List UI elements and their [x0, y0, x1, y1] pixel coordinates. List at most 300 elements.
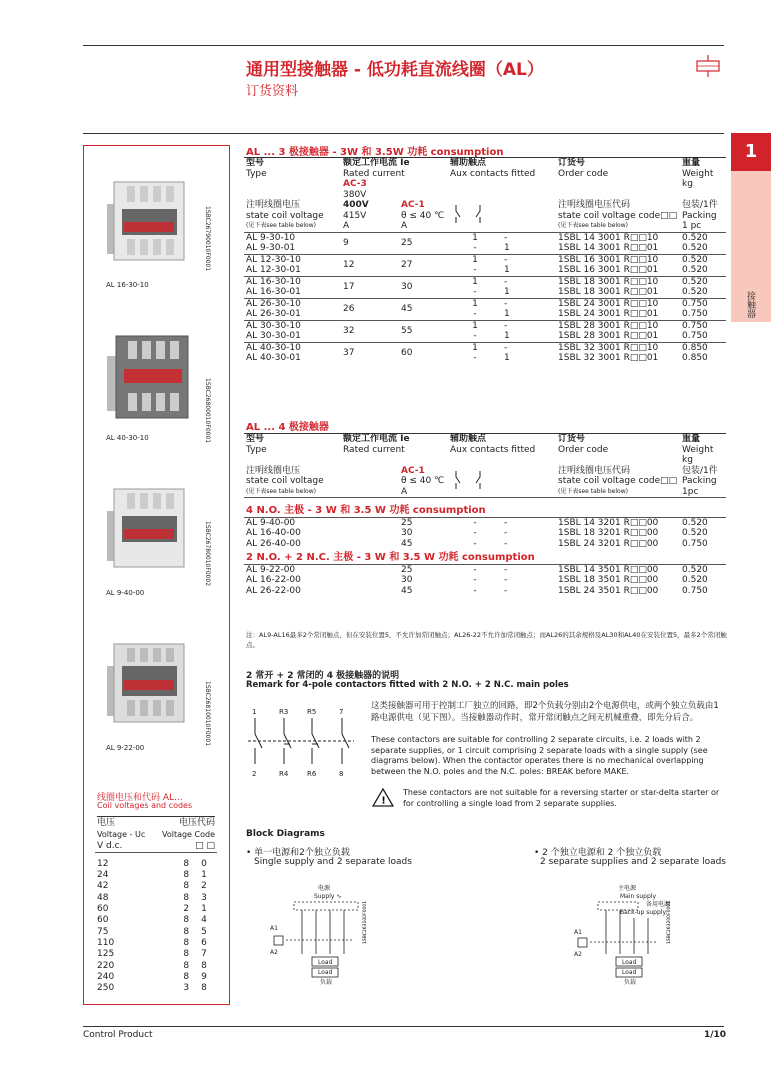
cell: AL 9-40-00 — [246, 517, 296, 528]
cell: 0.750 — [682, 331, 708, 341]
hdr4-pack-unit: 1pc — [682, 486, 699, 497]
cell: 1SBL 18 3001 R□□01 — [558, 287, 659, 297]
coil-row — [95, 927, 217, 938]
cell: - — [473, 309, 477, 319]
term-r6: R6 — [307, 770, 317, 778]
hdr-coil-cn: 注明线圈电压 — [246, 200, 301, 210]
hdr-type-en: Type — [246, 168, 267, 179]
cell: - — [473, 517, 477, 528]
cell: 60 — [401, 347, 413, 358]
cell: 60 — [97, 904, 109, 915]
table-row — [244, 575, 726, 586]
coil-row — [95, 961, 217, 972]
hdr4-pack-cn: 包装/1件 — [682, 465, 718, 476]
cell: 1 — [504, 287, 510, 297]
cell: 0.520 — [682, 232, 708, 243]
cell: - — [504, 564, 508, 575]
hdr-415v: 415V — [343, 210, 367, 221]
coil-row — [95, 915, 217, 926]
cell: AL 26-40-00 — [246, 538, 301, 549]
table-row — [244, 539, 726, 550]
cell: - — [504, 298, 508, 309]
hdr4-weight-en: Weight — [682, 444, 714, 455]
cell: 1SBL 14 3001 R□□01 — [558, 243, 659, 253]
cell: AL 26-30-01 — [246, 309, 301, 319]
cell: 0.520 — [682, 528, 708, 538]
term-8: 8 — [339, 770, 344, 778]
cell: 240 — [97, 971, 115, 982]
cell: AL 9-30-01 — [246, 243, 296, 253]
cell: 8 — [183, 892, 190, 903]
hdr-coilcode-en: state coil voltage code□□ — [558, 210, 678, 221]
hdr-coil-en: state coil voltage — [246, 210, 324, 221]
section-4no: 4 N.O. 主极 - 3 W 和 3.5 W 功耗 consumption — [246, 505, 486, 516]
cell: 8 — [183, 870, 190, 881]
cell: - — [473, 585, 477, 596]
hdr-aux-cn: 辅助触点 — [450, 158, 487, 168]
product-image-al40 — [102, 331, 202, 426]
hdr4-coil-en: state coil voltage — [246, 476, 324, 486]
footer-left: Control Product — [83, 1030, 153, 1040]
cell: 1SBL 14 3501 R□□00 — [558, 564, 659, 575]
cell: AL 16-40-00 — [246, 528, 301, 538]
cell: 1 — [504, 331, 510, 341]
coil-row — [95, 972, 217, 983]
cell: - — [473, 564, 477, 575]
cell: 0.520 — [682, 243, 708, 253]
cell: 1SBL 16 3001 R□□10 — [558, 254, 659, 265]
table-row — [244, 342, 726, 353]
cell: 8 — [183, 960, 190, 971]
svg-text:!: ! — [381, 795, 386, 807]
coil-row — [95, 893, 217, 904]
cell: 60 — [97, 915, 109, 926]
cell: 27 — [401, 259, 413, 270]
cell: 1 — [201, 904, 207, 915]
cell: 8 — [183, 949, 190, 960]
cell: - — [473, 265, 477, 275]
cell: 12 — [97, 858, 109, 869]
table-row — [244, 265, 726, 276]
term-r4: R4 — [279, 770, 289, 778]
section-2no2nc: 2 N.O. + 2 N.C. 主极 - 3 W 和 3.5 W 功耗 consumption — [246, 552, 535, 563]
table-row — [244, 320, 726, 331]
cell: 8 — [183, 881, 190, 892]
cell: 1 — [472, 298, 478, 309]
cell: 220 — [97, 960, 115, 971]
cell: 0.520 — [682, 575, 708, 585]
d2-load1: Load — [622, 959, 637, 966]
table-note: 注：AL9-AL16最多2个常闭触点，但在安装位置5，不允许加常闭触点；AL26-22不允许加常闭触点；而AL26的其余规格及AL30和AL40在安装位置5，最多2个常闭触点。 — [246, 631, 727, 649]
order-table-4pole — [244, 433, 726, 596]
cell: 1SBL 24 3001 R□□10 — [558, 298, 659, 309]
d2-code: 1SBC263200F0001 — [667, 900, 672, 944]
hdr-pack-cn: 包装/1件 — [682, 200, 718, 210]
section-4pole: AL ... 4 极接触器 — [246, 422, 329, 433]
cell: 1SBL 18 3201 R□□00 — [558, 528, 659, 538]
coil-row — [95, 983, 217, 994]
remark-text-en: These contactors are suitable for controlling 2 separate circuits, i.e. 2 loads with 2 separate supplies, or 1 circuit comprising 2 separate loads with a single supply (see diagrams below). When the contactor operates there is no mechanical overlapping between the N.O. poles and the N.C. poles: BREAK before MAKE. — [371, 735, 708, 776]
coil-rule — [97, 816, 215, 817]
coil-title: 线圈电压和代码 AL... — [97, 793, 183, 803]
block-left-en: Single supply and 2 separate loads — [254, 857, 412, 867]
d2-backup-en: Back-up supply — [620, 909, 667, 916]
cell: 30 — [401, 281, 413, 292]
cell: 25 — [401, 517, 413, 528]
hdr-rated-cn: 额定工作电流 Ie — [343, 158, 410, 168]
hdr-400v: 400V — [343, 200, 369, 210]
hdr4-rated-en: Rated current — [343, 444, 405, 455]
cell: 24 — [97, 870, 109, 881]
cell: 45 — [401, 538, 413, 549]
remark-warning: These contactors are not suitable for a reversing starter or star-delta starter or for controlling a single load from 2 separate supplies. — [403, 788, 720, 808]
aux-contact-symbol-icon — [450, 469, 490, 491]
cell: 1 — [504, 353, 510, 363]
hdr4-coilcode-en: state coil voltage code□□ — [558, 476, 678, 486]
d2-backup-cn: 备用电源 — [646, 901, 671, 908]
cell: 1 — [472, 342, 478, 353]
cell: 8 — [183, 915, 190, 926]
hdr4-weight-cn: 重量 — [682, 434, 701, 444]
cell: 0.520 — [682, 265, 708, 275]
cell: 26 — [343, 303, 355, 314]
d2-a2: A2 — [574, 951, 582, 958]
hdr4-weight-unit: kg — [682, 455, 693, 465]
cell: 1 — [504, 265, 510, 275]
d1-a2: A2 — [270, 949, 278, 956]
hdr4-temp: θ ≤ 40 ℃ — [401, 476, 445, 486]
cell: 0.520 — [682, 276, 708, 287]
cell: 2 — [201, 881, 207, 892]
cell: 1SBL 24 3001 R□□01 — [558, 309, 659, 319]
cell: - — [473, 528, 477, 538]
product-image-al9-40 — [102, 481, 202, 576]
hdr-weight-unit: kg — [682, 179, 693, 189]
cell: 8 — [183, 937, 190, 948]
cell: 25 — [401, 237, 413, 248]
footer-rule — [83, 1026, 724, 1027]
hdr-weight-cn: 重量 — [682, 158, 701, 168]
product-caption: AL 9-22-00 — [106, 744, 145, 752]
hdr-weight-en: Weight — [682, 168, 714, 179]
cell: 1 — [472, 232, 478, 243]
header-rule — [83, 133, 724, 134]
cell: 55 — [401, 325, 413, 336]
cell: - — [473, 331, 477, 341]
cell: - — [473, 538, 477, 549]
cell: 42 — [97, 881, 109, 892]
cell: 1SBL 24 3201 R□□00 — [558, 538, 659, 549]
hdr4-rated-cn: 额定工作电流 Ie — [343, 434, 410, 444]
cell: 1SBL 14 3001 R□□10 — [558, 232, 659, 243]
cell: 6 — [201, 937, 207, 948]
hdr-rated-en: Rated current — [343, 168, 405, 179]
hdr-ac1: AC-1 — [401, 200, 425, 210]
cell: AL 26-30-10 — [246, 298, 301, 309]
hdr-temp: θ ≤ 40 ℃ — [401, 210, 445, 221]
cell: 0.850 — [682, 353, 708, 363]
hdr-pack-unit: 1 pc — [682, 221, 702, 231]
hdr4-pack-en: Packing — [682, 476, 717, 486]
cell: - — [504, 575, 508, 585]
coil-subtitle: Coil voltages and codes — [97, 801, 193, 810]
cell: 30 — [401, 528, 413, 538]
d1-a1: A1 — [270, 925, 278, 932]
cell: AL 16-30-01 — [246, 287, 301, 297]
hdr4-coilcode-cn: 注明线圈电压代码 — [558, 465, 631, 476]
table-row — [244, 232, 726, 243]
term-2: 2 — [252, 770, 257, 778]
cell: AL 40-30-10 — [246, 342, 301, 353]
product-caption: AL 9-40-00 — [106, 589, 145, 597]
cell: 1 — [472, 276, 478, 287]
cell: 17 — [343, 281, 355, 292]
hdr-ac3: AC-3 — [343, 179, 367, 189]
cell: 1SBL 16 3001 R□□01 — [558, 265, 659, 275]
hdr4-coilcode-note: (见下表see table below) — [558, 487, 628, 495]
coil-col1-unit: V d.c. — [97, 840, 123, 851]
product-image-al9-22 — [102, 636, 202, 731]
cell: 0.750 — [682, 585, 708, 596]
cell: 0.520 — [682, 254, 708, 265]
cell: 9 — [201, 971, 207, 982]
cell: 1SBL 32 3001 R□□10 — [558, 342, 659, 353]
cell: 48 — [97, 892, 109, 903]
table-row — [244, 287, 726, 298]
cell: - — [473, 353, 477, 363]
cell: 1SBL 28 3001 R□□01 — [558, 331, 659, 341]
cell: 5 — [201, 926, 207, 937]
chapter-tab: 1 — [731, 133, 771, 171]
table-row — [244, 564, 726, 575]
remark-title-en: Remark for 4-pole contactors fitted with 2 N.O. + 2 N.C. main poles — [246, 680, 569, 690]
table-row — [244, 298, 726, 309]
coil-row — [95, 859, 217, 870]
cell: - — [473, 287, 477, 297]
table-row — [244, 309, 726, 320]
contactor-symbol-icon — [695, 55, 721, 77]
cell: 8 — [201, 983, 207, 994]
coil-col2-cn: 电压代码 — [178, 818, 215, 828]
cell: AL 30-30-10 — [246, 320, 301, 331]
cell: 1 — [504, 243, 510, 253]
term-r3: R3 — [279, 708, 289, 716]
cell: - — [504, 276, 508, 287]
cell: AL 16-30-10 — [246, 276, 301, 287]
hdr-pack-en: Packing — [682, 210, 717, 221]
cell: AL 40-30-01 — [246, 353, 301, 363]
hdr4-unit-a: A — [401, 486, 408, 497]
table-row — [244, 528, 726, 539]
coil-row — [95, 881, 217, 892]
d2-load2: Load — [622, 969, 637, 976]
cell: 110 — [97, 937, 115, 948]
cell: 75 — [97, 926, 109, 937]
cell: 1SBL 18 3501 R□□00 — [558, 575, 659, 585]
d2-a1: A1 — [574, 929, 582, 936]
cell: - — [504, 517, 508, 528]
cell: 0 — [201, 858, 207, 869]
table-row — [244, 254, 726, 265]
hdr4-type-en: Type — [246, 444, 267, 455]
block-right-en: 2 separate supplies and 2 separate loads — [540, 857, 726, 867]
table-row — [244, 586, 726, 597]
cell: 1 — [504, 309, 510, 319]
cell: 1SBL 24 3501 R□□00 — [558, 585, 659, 596]
cell: 8 — [183, 926, 190, 937]
product-code: 1SBC26810010F0001 — [204, 681, 211, 747]
cell: 1SBL 14 3201 R□□00 — [558, 517, 659, 528]
product-code: 1SBC26800010F0001 — [204, 378, 211, 444]
product-caption: AL 40-30-10 — [106, 434, 149, 442]
d2-load-cn: 负载 — [624, 979, 637, 986]
cell: 45 — [401, 303, 413, 314]
hdr4-type-cn: 型号 — [246, 434, 265, 444]
coil-row — [95, 949, 217, 960]
hdr4-coil-note: (见下表see table below) — [246, 487, 316, 495]
cell: 30 — [401, 575, 413, 585]
coil-row — [95, 904, 217, 915]
page-subtitle: 订货资料 — [246, 84, 299, 99]
hdr-aux-en: Aux contacts fitted — [450, 168, 536, 179]
cell: 3 — [183, 983, 190, 994]
d1-load2: Load — [318, 969, 333, 976]
product-image-al16 — [102, 174, 202, 269]
block-right-cn: • 2 个独立电源和 2 个独立负载 — [534, 848, 662, 858]
hdr-coilcode-note: (见下表see table below) — [558, 222, 628, 229]
hdr4-ac1: AC-1 — [401, 465, 425, 476]
hdr4-coil-cn: 注明线圈电压 — [246, 465, 301, 476]
product-code: 1SBC26790010F0001 — [204, 206, 211, 272]
d1-load-cn: 负载 — [320, 979, 333, 986]
d2-main-en: Main supply — [620, 893, 656, 900]
cell: 7 — [201, 949, 207, 960]
pole-diagram — [246, 704, 358, 780]
footer-page: 1/10 — [704, 1030, 727, 1040]
hdr4-order-cn: 订货号 — [558, 434, 586, 444]
block-diagram-single-supply — [266, 884, 376, 992]
order-table-3pole — [244, 157, 726, 364]
cell: 9 — [343, 237, 349, 248]
chapter-side-label: 接触器 — [745, 291, 755, 318]
coil-col2-unit: □ □ — [195, 840, 215, 851]
cell: 0.750 — [682, 538, 708, 549]
hdr4-order-en: Order code — [558, 444, 609, 455]
d1-load1: Load — [318, 959, 333, 966]
cell: 1SBL 28 3001 R□□10 — [558, 320, 659, 331]
chapter-side-tab — [731, 171, 771, 322]
cell: 1 — [472, 320, 478, 331]
hdr4-aux-en: Aux contacts fitted — [450, 444, 536, 455]
cell: - — [504, 254, 508, 265]
d2-main-cn: 主电源 — [618, 885, 637, 892]
table-row — [244, 276, 726, 287]
cell: 8 — [201, 960, 207, 971]
product-caption: AL 16-30-10 — [106, 281, 149, 289]
cell: 37 — [343, 347, 355, 358]
cell: 125 — [97, 949, 115, 960]
cell: AL 9-30-10 — [246, 232, 296, 243]
cell: 3 — [201, 892, 207, 903]
cell: 32 — [343, 325, 355, 336]
cell: AL 12-30-01 — [246, 265, 301, 275]
cell: 0.520 — [682, 287, 708, 297]
cell: AL 12-30-10 — [246, 254, 301, 265]
top-rule — [83, 45, 724, 46]
cell: - — [504, 528, 508, 538]
hdr-coil-note: (见下表see table below) — [246, 222, 316, 229]
d1-supply-cn: 电源 — [318, 885, 331, 892]
cell: 1 — [201, 870, 207, 881]
cell: 0.520 — [682, 517, 708, 528]
hdr-coilcode-cn: 注明线圈电压代码 — [558, 200, 631, 210]
hdr-order-en: Order code — [558, 168, 609, 179]
cell: 45 — [401, 585, 413, 596]
cell: 2 — [183, 904, 190, 915]
term-1: 1 — [252, 708, 257, 716]
hdr-unit-a2: A — [401, 221, 408, 231]
hdr-order-cn: 订货号 — [558, 158, 586, 168]
cell: 250 — [97, 983, 115, 994]
remark-text-cn: 这类接触器可用于控制工厂独立的回路，即2个负载分别由2个电源供电，或两个独立负载由1路电源供电（见下图）。当接触器动作时，常开常闭触点之间无机械重叠，即先分后合。 — [371, 701, 719, 723]
remark-title-cn: 2 常开 + 2 常闭的 4 极接触器的说明 — [246, 671, 400, 681]
coil-col1-cn: 电压 — [97, 818, 116, 828]
block-title: Block Diagrams — [246, 829, 325, 839]
block-left-cn: • 单一电源和2个独立负载 — [246, 848, 350, 858]
cell: 0.750 — [682, 309, 708, 319]
cell: 0.750 — [682, 320, 708, 331]
table-row — [244, 517, 726, 528]
coil-col1-en: Voltage - Uc — [97, 830, 146, 840]
warning-icon — [372, 788, 394, 807]
coil-row — [95, 870, 217, 881]
cell: AL 16-22-00 — [246, 575, 301, 585]
left-panel — [83, 145, 230, 1005]
aux-contact-symbol-icon — [450, 203, 490, 225]
cell: - — [504, 585, 508, 596]
cell: 25 — [401, 564, 413, 575]
table-row — [244, 243, 726, 254]
cell: AL 26-22-00 — [246, 585, 301, 596]
cell: 8 — [183, 858, 190, 869]
cell: - — [473, 243, 477, 253]
cell: - — [504, 320, 508, 331]
cell: - — [504, 232, 508, 243]
cell: 1SBL 32 3001 R□□01 — [558, 353, 659, 363]
table-row — [244, 331, 726, 342]
hdr4-aux-cn: 辅助触点 — [450, 434, 487, 444]
product-code: 1SBC26780010F0002 — [204, 521, 211, 587]
cell: 0.520 — [682, 564, 708, 575]
cell: - — [504, 538, 508, 549]
hdr-380v: 380V — [343, 189, 367, 200]
table-row — [244, 353, 726, 364]
cell: 8 — [183, 971, 190, 982]
cell: AL 9-22-00 — [246, 564, 296, 575]
hdr-type-cn: 型号 — [246, 158, 265, 168]
hdr-unit-a: A — [343, 221, 350, 231]
cell: - — [504, 342, 508, 353]
cell: 4 — [201, 915, 207, 926]
term-7: 7 — [339, 708, 344, 716]
coil-row — [95, 938, 217, 949]
cell: 12 — [343, 259, 355, 270]
page-title: 通用型接触器 - 低功耗直流线圈（AL） — [246, 60, 544, 80]
cell: AL 30-30-01 — [246, 331, 301, 341]
cell: 1 — [472, 254, 478, 265]
coil-voltage-table — [95, 818, 217, 994]
cell: 0.750 — [682, 298, 708, 309]
